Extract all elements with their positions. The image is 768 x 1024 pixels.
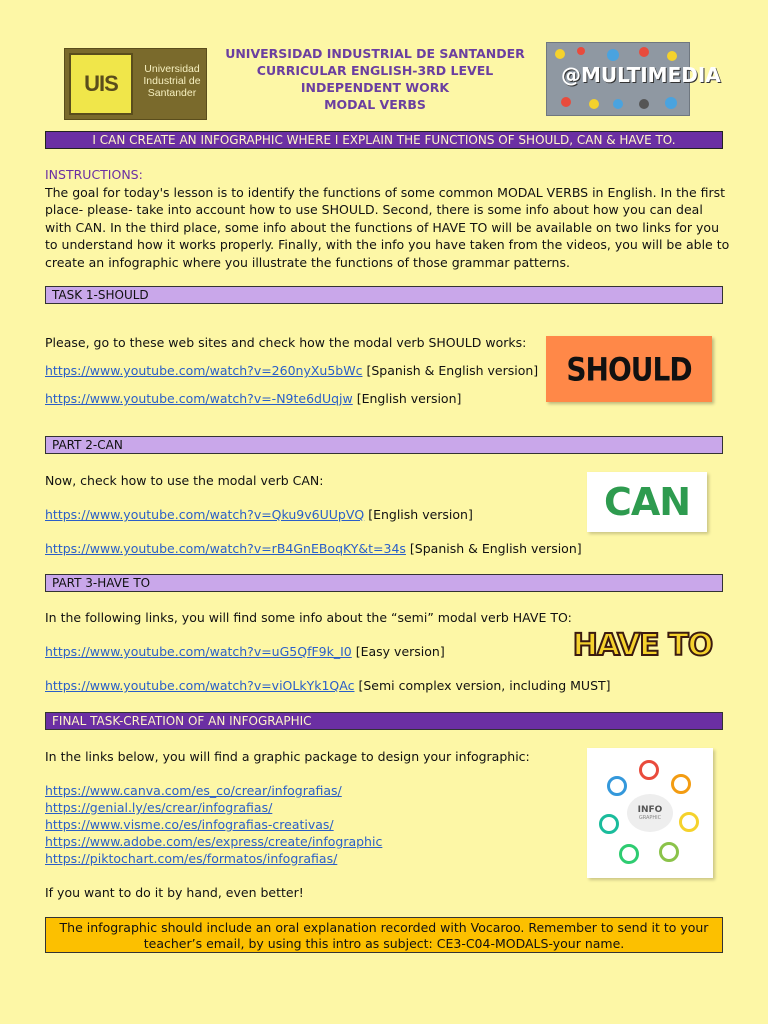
final-intro: In the links below, you will find a graphic package to design your infographic: bbox=[45, 749, 530, 764]
decor-icon bbox=[555, 49, 565, 59]
canva-link[interactable]: https://www.canva.com/es_co/crear/infografias/ bbox=[45, 783, 342, 798]
part3-heading: PART 3-HAVE TO bbox=[45, 574, 723, 592]
genially-link[interactable]: https://genial.ly/es/crear/infografias/ bbox=[45, 800, 273, 815]
decor-icon bbox=[639, 99, 649, 109]
part3-intro: In the following links, you will find some info about the “semi” modal verb HAVE TO: bbox=[45, 610, 572, 625]
callout-line: The infographic should include an oral explanation recorded with Vocaroo. Remember to send it to your bbox=[59, 920, 709, 935]
piktochart-link[interactable]: https://piktochart.com/es/formatos/infografias/ bbox=[45, 851, 338, 866]
can-image-text: CAN bbox=[603, 480, 691, 524]
logo-name-line: Santander bbox=[147, 87, 197, 99]
bubble-icon bbox=[659, 842, 679, 862]
can-image bbox=[587, 472, 707, 532]
callout-line: teacher’s email, by using this intro as subject: CE3-C04-MODALS-your name. bbox=[143, 936, 625, 951]
should-image bbox=[546, 336, 712, 402]
decor-icon bbox=[577, 47, 585, 55]
graphic-label: GRAPHIC bbox=[638, 815, 662, 821]
task1-heading: TASK 1-SHOULD bbox=[45, 286, 723, 304]
instructions bbox=[45, 166, 730, 271]
decor-icon bbox=[561, 97, 571, 107]
globe-icon bbox=[613, 99, 623, 109]
link-note: [Spanish & English version] bbox=[362, 363, 539, 378]
topic: MODAL VERBS bbox=[324, 97, 426, 112]
bubble-icon bbox=[679, 812, 699, 832]
logo-name-line: Universidad bbox=[144, 63, 200, 75]
link-note: [Easy version] bbox=[351, 644, 445, 659]
uis-shield-icon: UIS bbox=[69, 53, 133, 115]
decor-icon bbox=[665, 97, 677, 109]
can-video-link-1[interactable]: https://www.youtube.com/watch?v=Qku9v6UUpVQ bbox=[45, 507, 365, 522]
bubble-icon bbox=[599, 814, 619, 834]
instructions-title: INSTRUCTIONS: bbox=[45, 167, 143, 182]
infographic-center bbox=[627, 794, 673, 832]
link-note: [English version] bbox=[364, 507, 473, 522]
multimedia-image bbox=[546, 42, 721, 116]
task1-intro: Please, go to these web sites and check how the modal verb SHOULD works: bbox=[45, 335, 527, 350]
have-to-image bbox=[568, 626, 717, 664]
have-to-video-link-1[interactable]: https://www.youtube.com/watch?v=uG5QfF9k_I0 bbox=[45, 644, 352, 659]
part2-intro: Now, check how to use the modal verb CAN: bbox=[45, 473, 324, 488]
by-hand-note: If you want to do it by hand, even better! bbox=[45, 885, 304, 900]
visme-link[interactable]: https://www.visme.co/es/infografias-creativas/ bbox=[45, 817, 334, 832]
university-name: UNIVERSIDAD INDUSTRIAL DE SANTANDER bbox=[225, 46, 525, 61]
document-header bbox=[210, 45, 540, 113]
infographic-image bbox=[587, 748, 713, 878]
link-note: [Spanish & English version] bbox=[405, 541, 582, 556]
link-note: [Semi complex version, including MUST] bbox=[354, 678, 611, 693]
decor-icon bbox=[589, 99, 599, 109]
bubble-icon bbox=[639, 760, 659, 780]
should-video-link-1[interactable]: https://www.youtube.com/watch?v=260nyXu5bWc bbox=[45, 363, 363, 378]
submission-callout bbox=[45, 917, 723, 953]
link-note: [English version] bbox=[352, 391, 462, 406]
part3-link-row bbox=[45, 678, 730, 694]
multimedia-label: @MULTIMEDIA bbox=[561, 63, 721, 87]
instructions-body: The goal for today's lesson is to identify the functions of some common MODAL VERBS in English. In the first place- please- take into account how to use SHOULD. Second, there is some info about how you can deal with CAN. In the third place, some info about the functions of HAVE TO will be available on two links for you to understand how it works properly. Finally, with the info you have taken from the videos, you will be able to create an infographic where you illustrate the functions of those grammar patterns. bbox=[45, 184, 730, 270]
can-video-link-2[interactable]: https://www.youtube.com/watch?v=rB4GnEBoqKY&t=34s bbox=[45, 541, 406, 556]
bubble-icon bbox=[671, 774, 691, 794]
info-label: INFO bbox=[637, 805, 663, 815]
university-logo bbox=[64, 48, 207, 120]
logo-name-line: Industrial de bbox=[143, 75, 201, 87]
part2-heading: PART 2-CAN bbox=[45, 436, 723, 454]
bubble-icon bbox=[619, 844, 639, 864]
have-to-image-text: HAVE TO bbox=[572, 627, 713, 663]
decor-icon bbox=[607, 49, 619, 61]
final-task-heading: FINAL TASK-CREATION OF AN INFOGRAPHIC bbox=[45, 712, 723, 730]
lightbulb-icon bbox=[667, 51, 677, 61]
learning-objective-banner: I CAN CREATE AN INFOGRAPHIC WHERE I EXPLAIN THE FUNCTIONS OF SHOULD, CAN & HAVE TO. bbox=[45, 131, 723, 149]
should-video-link-2[interactable]: https://www.youtube.com/watch?v=-N9te6dUqjw bbox=[45, 391, 353, 406]
should-image-text: SHOULD bbox=[566, 350, 692, 388]
have-to-video-link-2[interactable]: https://www.youtube.com/watch?v=viOLkYk1QAc bbox=[45, 678, 355, 693]
work-type: INDEPENDENT WORK bbox=[300, 80, 450, 95]
part2-link-row bbox=[45, 541, 730, 557]
bubble-icon bbox=[607, 776, 627, 796]
decor-icon bbox=[639, 47, 649, 57]
adobe-link[interactable]: https://www.adobe.com/es/express/create/infographic bbox=[45, 834, 383, 849]
logo-name bbox=[139, 63, 205, 99]
course-name: CURRICULAR ENGLISH-3RD LEVEL bbox=[256, 63, 494, 78]
